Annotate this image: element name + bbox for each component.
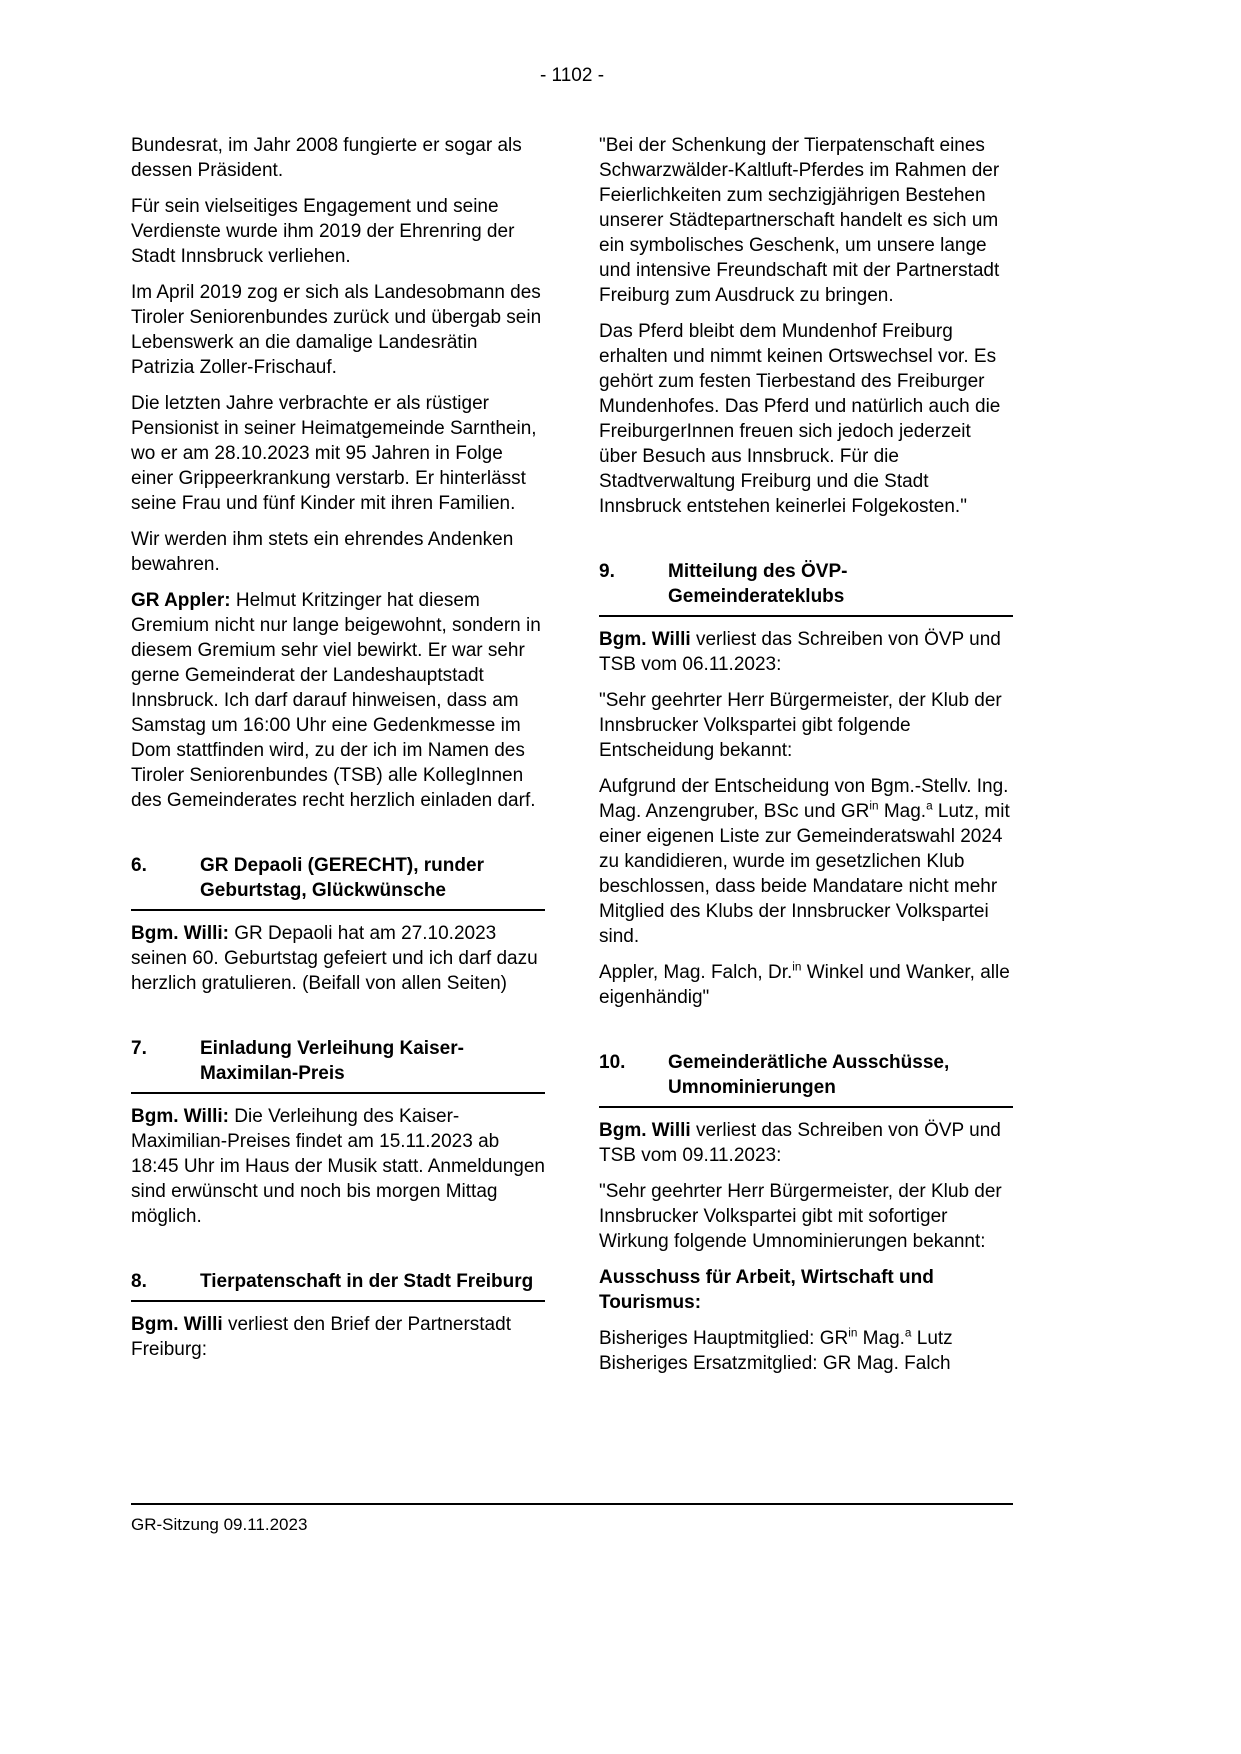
page-number: - 1102 -	[539, 65, 605, 86]
paragraph-andenken: Wir werden ihm stets ein ehrendes Andenken bewahren.	[131, 529, 514, 575]
section-heading-6	[131, 853, 545, 903]
paragraph-schenkung-zitat: "Bei der Schenkung der Tierpatenschaft eines Schwarzwälder-Kaltluft-Pferdes im Rahmen der Feierlichkeiten zum sechzigjährigen Bestehen unserer Städtepartnerschaft handelt es sich um ein symbolisches Geschenk, um unsere lange und intensive Freundschaft mit der Partnerstadt Freiburg zum Ausdruck zu bringen.	[599, 135, 1000, 306]
paragraph-mundenhof: Das Pferd bleibt dem Mundenhof Freiburg erhalten und nimmt keinen Ortswechsel vor. Es gehört zum festen Tierbestand des Freiburger Mundenhofes. Das Pferd und natürlich auch die FreiburgerInnen freuen sich jedoch jederzeit über Besuch aus Innsbruck. Für die Stadtverwaltung Freiburg und die Stadt Innsbruck entstehen keinerlei Folgekosten."	[599, 321, 1001, 517]
section-number: 9.	[599, 561, 615, 582]
section-title: Tierpatenschaft in der Stadt Freiburg	[200, 1271, 534, 1292]
section-number: 8.	[131, 1271, 147, 1292]
section-number: 10.	[599, 1052, 626, 1073]
paragraph-landesobmann: Im April 2019 zog er sich als Landesobmann des Tiroler Seniorenbundes zurück und übergab sein Lebenswerk an die damalige Landesrätin Patrizia Zoller-Frischauf.	[131, 282, 542, 378]
section-title: GR Depaoli (GERECHT), runder Geburtstag, Glückwünsche	[200, 855, 484, 901]
paragraph-ehrenring: Für sein vielseitiges Engagement und seine Verdienste wurde ihm 2019 der Ehrenring der Stadt Innsbruck verliehen.	[131, 196, 515, 267]
section-heading-7	[131, 1036, 545, 1086]
heading-rule	[131, 909, 545, 911]
paragraph-schreiben-0611: Bgm. Willi verliest das Schreiben von ÖVP und TSB vom 06.11.2023:	[599, 629, 1001, 675]
heading-rule	[599, 1106, 1013, 1108]
section-heading-10	[599, 1050, 1013, 1100]
heading-rule	[131, 1300, 545, 1302]
paragraph-mitglieder: Bisheriges Hauptmitglied: $GR^{in}$ Mag.$^a$ Lutz Bisheriges Ersatzmitglied: GR Mag. Falch	[599, 1326, 953, 1374]
two-column-body	[131, 133, 1013, 1387]
paragraph-klub-entscheidung: "Sehr geehrter Herr Bürgermeister, der Klub der Innsbrucker Volkspartei gibt folgende Entscheidung bekannt:	[599, 690, 1002, 761]
section-heading-8	[131, 1269, 545, 1294]
paragraph-gr-appler: GR Appler: Helmut Kritzinger hat diesem Gremium nicht nur lange beigewohnt, sondern in diesem Gremium sehr viel bewirkt. Er war sehr gerne Gemeinderat der Landeshauptstadt Innsbruck. Ich darf darauf hinweisen, dass am Samstag um 16:00 Uhr eine Gedenkmesse im Dom stattfinden wird, zu der ich im Namen des Tiroler Seniorenbundes (TSB) alle KollegInnen des Gemeinderates recht herzlich einladen darf.	[131, 590, 541, 811]
paragraph-anzengruber-lutz: Aufgrund der Entscheidung von Bgm.-Stellv. Ing. Mag. Anzengruber, BSc und $GR^{in}$ Mag.$^a$ Lutz, mit einer eigenen Liste zur Gemeinderatswahl 2024 zu kandidieren, wurde im gesetzlichen Klub beschlossen, dass beide Mandatare nicht mehr Mitglied des Klubs der Innsbrucker Volkspartei sind.	[599, 776, 1010, 947]
right-column	[599, 133, 1013, 1387]
paragraph-unterzeichner: Appler, Mag. Falch, Dr.$^{in}$ Winkel und Wanker, alle eigenhändig"	[599, 960, 1010, 1008]
footer-text: GR-Sitzung 09.11.2023	[131, 1515, 308, 1534]
page-footer	[131, 1503, 1013, 1535]
left-column	[131, 133, 545, 1387]
paragraph-letzte-jahre: Die letzten Jahre verbrachte er als rüstiger Pensionist in seiner Heimatgemeinde Sarnthein, wo er am 28.10.2023 mit 95 Jahren in Folge einer Grippeerkrankung verstarb. Er hinterlässt seine Frau und fünf Kinder mit ihren Familien.	[131, 393, 537, 514]
heading-rule	[599, 615, 1013, 617]
section-heading-9	[599, 559, 1013, 609]
paragraph-brief-freiburg: Bgm. Willi verliest den Brief der Partnerstadt Freiburg:	[131, 1314, 511, 1360]
heading-rule	[131, 1092, 545, 1094]
paragraph-ausschuss-titel: Ausschuss für Arbeit, Wirtschaft und Tourismus:	[599, 1267, 934, 1313]
section-title: Gemeinderätliche Ausschüsse, Umnominierungen	[668, 1052, 950, 1098]
section-number: 6.	[131, 855, 147, 876]
paragraph-bundesrat: Bundesrat, im Jahr 2008 fungierte er sogar als dessen Präsident.	[131, 135, 522, 181]
paragraph-schreiben-0911: Bgm. Willi verliest das Schreiben von ÖVP und TSB vom 09.11.2023:	[599, 1120, 1001, 1166]
paragraph-umnominierungen: "Sehr geehrter Herr Bürgermeister, der Klub der Innsbrucker Volkspartei gibt mit sofortiger Wirkung folgende Umnominierungen bekannt:	[599, 1181, 1002, 1252]
paragraph-depaoli-geburtstag: Bgm. Willi: GR Depaoli hat am 27.10.2023 seinen 60. Geburtstag gefeiert und ich darf dazu herzlich gratulieren. (Beifall von allen Seiten)	[131, 923, 538, 994]
section-title: Einladung Verleihung Kaiser-Maximilan-Preis	[200, 1038, 464, 1084]
section-number: 7.	[131, 1038, 147, 1059]
section-title: Mitteilung des ÖVP-Gemeinderateklubs	[668, 561, 848, 607]
paragraph-kaiser-maximilian: Bgm. Willi: Die Verleihung des Kaiser-Maximilian-Preises findet am 15.11.2023 ab 18:45 Uhr im Haus der Musik statt. Anmeldungen sind erwünscht und noch bis morgen Mittag möglich.	[131, 1106, 545, 1227]
